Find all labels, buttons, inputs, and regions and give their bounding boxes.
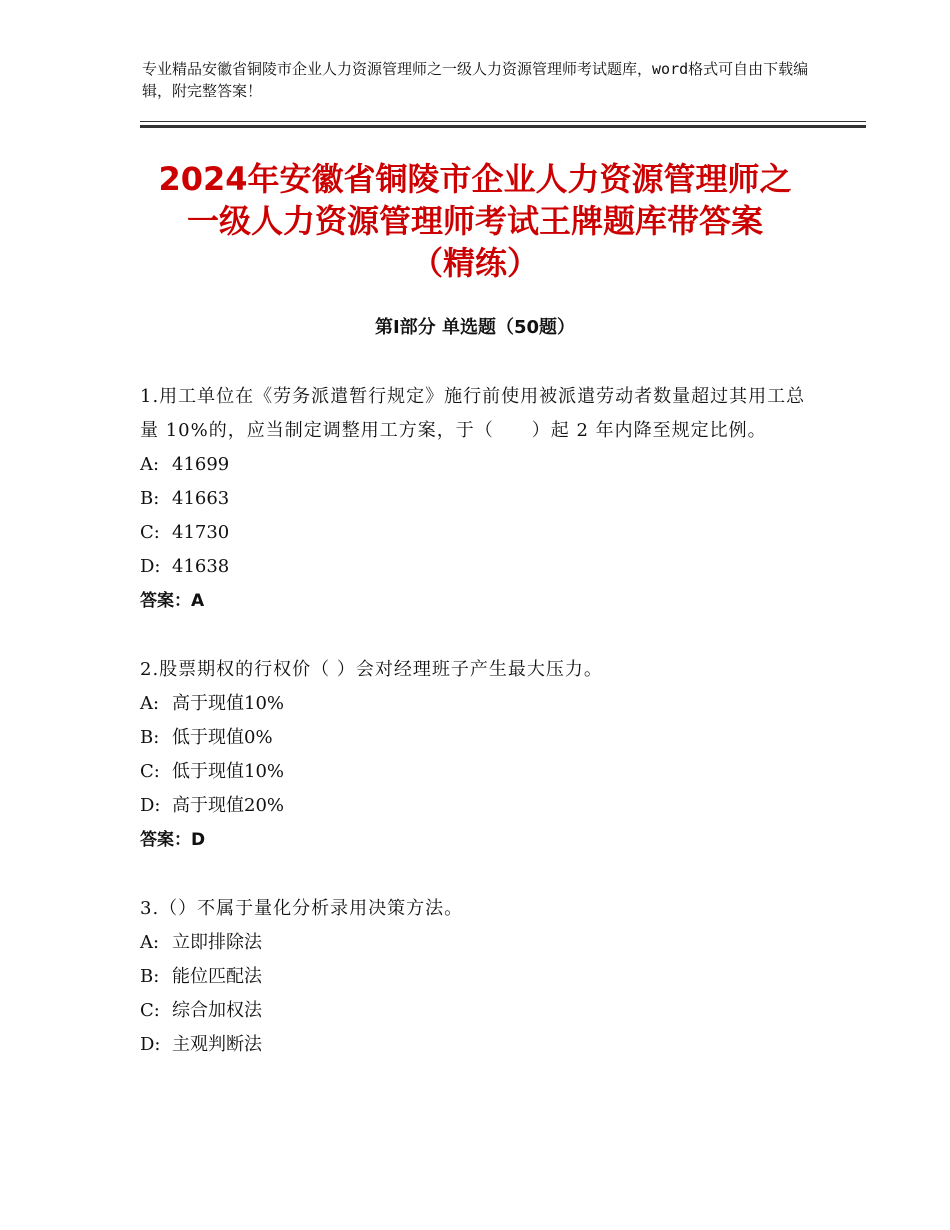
option-b	[140, 482, 810, 516]
title-line: 一级人力资源管理师考试王牌题库带答案	[186, 202, 763, 240]
option-text: 高于现值20%	[172, 795, 285, 816]
header-rule-thick	[140, 125, 866, 128]
question-3	[140, 892, 810, 1062]
question-stem: 2.股票期权的行权价（ ）会对经理班子产生最大压力。	[140, 659, 603, 680]
option-b	[140, 960, 810, 994]
question-list	[140, 380, 810, 1097]
option-d	[140, 789, 810, 823]
title-line: （精练）	[410, 244, 539, 282]
section-heading: 第Ⅰ部分 单选题（50题）	[374, 317, 575, 338]
option-d	[140, 550, 810, 584]
document-title	[120, 158, 830, 284]
option-letter: D:	[140, 556, 161, 577]
option-text: 41663	[172, 488, 230, 509]
option-letter: D:	[140, 795, 161, 816]
option-c	[140, 994, 810, 1028]
option-b	[140, 721, 810, 755]
option-text: 高于现值10%	[172, 693, 285, 714]
option-d	[140, 1028, 810, 1062]
option-c	[140, 755, 810, 789]
question-stem: 1.用工单位在《劳务派遣暂行规定》施行前使用被派遣劳动者数量超过其用工总量 10%的，应当制定调整用工方案，于（ ）起 2 年内降至规定比例。	[140, 386, 806, 441]
option-letter: B:	[140, 727, 160, 748]
answer-label: 答案：D	[140, 830, 206, 850]
option-letter: C:	[140, 1000, 160, 1021]
option-c	[140, 516, 810, 550]
option-text: 41699	[172, 454, 230, 475]
option-a	[140, 448, 810, 482]
option-text: 立即排除法	[172, 932, 262, 953]
option-letter: B:	[140, 488, 160, 509]
question-2	[140, 653, 810, 857]
header-note: 专业精品安徽省铜陵市企业人力资源管理师之一级人力资源管理师考试题库，word格式可自由下载编辑，附完整答案！	[142, 60, 809, 100]
option-a	[140, 687, 810, 721]
option-text: 低于现值0%	[172, 727, 273, 748]
option-text: 41730	[172, 522, 230, 543]
question-1	[140, 380, 810, 618]
option-letter: C:	[140, 761, 160, 782]
option-text: 能位匹配法	[172, 966, 262, 987]
question-stem: 3.（）不属于量化分析录用决策方法。	[140, 898, 464, 919]
header-rule-thin	[140, 121, 866, 122]
option-text: 综合加权法	[172, 1000, 262, 1021]
option-a	[140, 926, 810, 960]
option-letter: C:	[140, 522, 160, 543]
option-text: 低于现值10%	[172, 761, 285, 782]
option-letter: A:	[140, 454, 160, 475]
answer-label: 答案：A	[140, 591, 205, 611]
option-letter: D:	[140, 1034, 161, 1055]
option-letter: A:	[140, 932, 160, 953]
option-text: 主观判断法	[172, 1034, 262, 1055]
option-letter: A:	[140, 693, 160, 714]
option-text: 41638	[172, 556, 230, 577]
option-letter: B:	[140, 966, 160, 987]
title-line: 2024年安徽省铜陵市企业人力资源管理师之	[158, 160, 792, 198]
